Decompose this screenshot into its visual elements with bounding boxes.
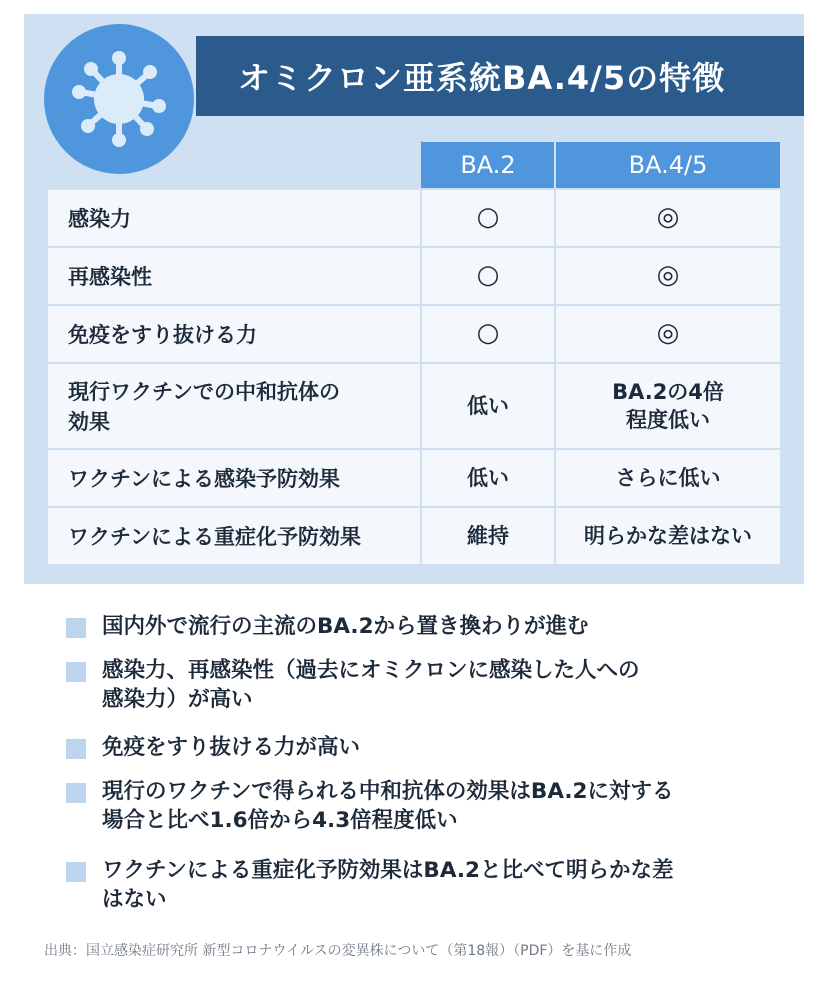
bullet-square-icon [66, 862, 86, 882]
infographic-panel [24, 14, 804, 584]
bullet-square-icon [66, 662, 86, 682]
list-item-line2: はない [102, 887, 167, 912]
list-item-line1: 現行のワクチンで得られる中和抗体の効果はBA.2に対する [102, 779, 674, 804]
table-row [47, 247, 781, 305]
cell-ba2: 低い [421, 363, 555, 449]
row-label: 再感染性 [47, 247, 421, 305]
list-item-line2: 場合と比べ1.6倍から4.3倍程度低い [102, 808, 458, 833]
row-label: ワクチンによる感染予防効果 [47, 449, 421, 507]
row-label: ワクチンによる重症化予防効果 [47, 507, 421, 565]
table-header-row [47, 141, 781, 189]
bullet-square-icon [66, 618, 86, 638]
cell-ba2: 低い [421, 449, 555, 507]
page-title: オミクロン亜系統BA.4/5の特徴 [238, 59, 726, 97]
list-item-line2: 感染力）が高い [102, 687, 253, 712]
table-row [47, 507, 781, 565]
row-label: 感染力 [47, 189, 421, 247]
list-item [66, 777, 786, 835]
cell-ba45-line1: BA.2の4倍 [612, 379, 724, 404]
column-header-ba2: BA.2 [421, 141, 555, 189]
list-item-line1: 感染力、再感染性（過去にオミクロンに感染した人への [102, 658, 640, 683]
row-label: 免疫をすり抜ける力 [47, 305, 421, 363]
header-blank-cell [47, 141, 421, 189]
list-item [66, 733, 786, 762]
table-row [47, 305, 781, 363]
title-banner [196, 36, 804, 116]
cell-ba45-line2: 程度低い [626, 408, 710, 432]
list-item-line1: 国内外で流行の主流のBA.2から置き換わりが進む [102, 614, 589, 639]
list-item-line1: ワクチンによる重症化予防効果はBA.2と比べて明らかな差 [102, 858, 674, 883]
summary-list [66, 612, 786, 914]
cell-ba45: 明らかな差はない [555, 507, 781, 565]
cell-ba45: さらに低い [555, 449, 781, 507]
cell-ba2: ○ [421, 189, 555, 247]
cell-ba45: ◎ [555, 305, 781, 363]
row-label-line1: 現行ワクチンでの中和抗体の [68, 380, 340, 404]
table-row [47, 449, 781, 507]
column-header-ba45: BA.4/5 [555, 141, 781, 189]
list-item [66, 656, 786, 714]
bullet-square-icon [66, 739, 86, 759]
cell-ba45 [555, 363, 781, 449]
cell-ba2: ○ [421, 305, 555, 363]
table-row [47, 189, 781, 247]
list-item-line1: 免疫をすり抜ける力が高い [102, 735, 361, 760]
table-row [47, 363, 781, 449]
list-item [66, 856, 786, 914]
cell-ba45: ◎ [555, 247, 781, 305]
bullet-square-icon [66, 783, 86, 803]
row-label [47, 363, 421, 449]
cell-ba2: 維持 [421, 507, 555, 565]
comparison-table [46, 140, 782, 566]
source-note: 出典：国立感染症研究所 新型コロナウイルスの変異株について（第18報）（PDF）を基に作成 [44, 943, 632, 959]
list-item [66, 612, 786, 641]
row-label-line2: 効果 [68, 410, 110, 434]
cell-ba2: ○ [421, 247, 555, 305]
cell-ba45: ◎ [555, 189, 781, 247]
